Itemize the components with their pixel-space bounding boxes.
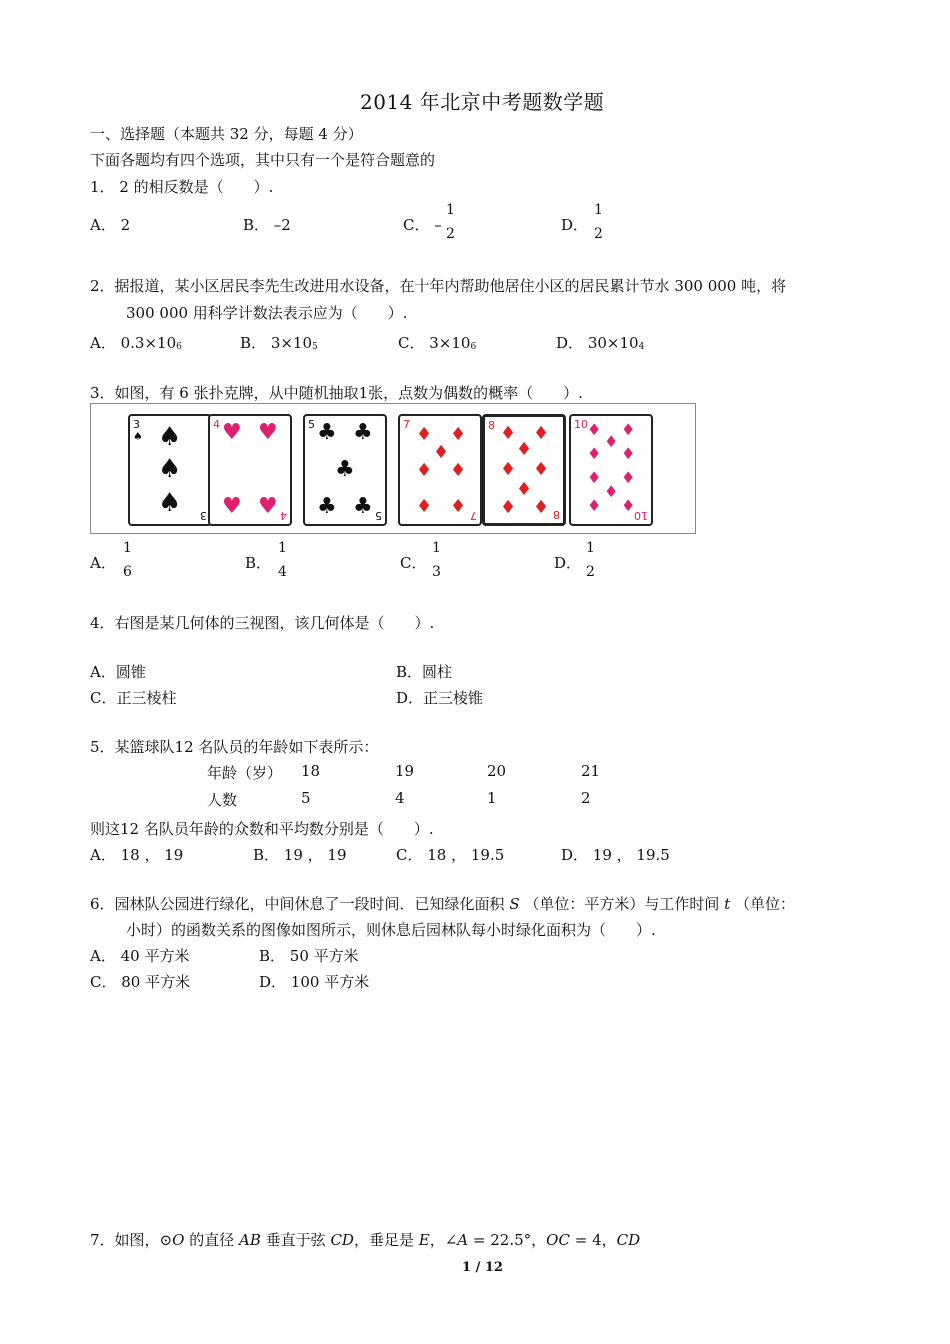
- exponent: 6: [176, 342, 182, 352]
- playing-card-4-hearts: [208, 414, 292, 526]
- text: 垂直于弦: [265, 1231, 326, 1249]
- diamond-icon: ♦: [416, 460, 433, 481]
- spade-icon: ♠: [158, 488, 182, 518]
- club-icon: ♣: [335, 457, 355, 482]
- fraction-denominator: 6: [123, 564, 132, 580]
- q3-option-d-label: D．: [554, 554, 582, 572]
- fraction-numerator: 1: [446, 202, 455, 218]
- diamond-icon: ♦: [621, 468, 636, 487]
- card-rank: 4: [280, 509, 287, 522]
- option-value: 30×10: [587, 334, 639, 352]
- card-rank: 8: [488, 419, 495, 432]
- diamond-icon: ♦: [533, 497, 550, 518]
- heart-icon: ♥: [222, 494, 242, 519]
- variable-t: t: [724, 895, 731, 913]
- card-rank: 10: [634, 509, 648, 522]
- text: = 22.5°，: [472, 1231, 547, 1249]
- diamond-icon: ♦: [500, 459, 517, 480]
- playing-card-8-diamonds: [482, 414, 566, 526]
- q6-option-d: D． 100 平方米: [259, 973, 370, 991]
- diamond-icon: ♦: [621, 444, 636, 463]
- diamond-icon: ♦: [516, 439, 533, 460]
- fraction-denominator: 4: [278, 564, 287, 580]
- option-label: A．: [90, 334, 116, 352]
- table-row-label-age: 年龄（岁）: [207, 764, 283, 782]
- club-icon: ♣: [317, 494, 337, 519]
- q4-option-b: B．圆柱: [396, 663, 453, 681]
- text: ，垂足是: [353, 1231, 414, 1249]
- q3-option-a-label: A．: [90, 554, 116, 572]
- table-row-label-count: 人数: [207, 791, 238, 809]
- q4-option-a: A．圆锥: [90, 663, 146, 681]
- fraction-denominator: 3: [432, 564, 441, 580]
- text: 的直径: [189, 1231, 235, 1249]
- card-corner-suit: ♠: [133, 430, 143, 443]
- heart-icon: ♥: [258, 494, 278, 519]
- table-cell: 18: [301, 762, 321, 780]
- diamond-icon: ♦: [533, 423, 550, 444]
- card-rank: 3: [200, 509, 207, 522]
- q2-option-b: [240, 332, 318, 353]
- diamond-icon: ♦: [621, 420, 636, 439]
- q4-stem: 4．右图是某几何体的三视图，该几何体是（ ）.: [90, 614, 435, 632]
- variable-ab: AB: [239, 1231, 261, 1249]
- heart-icon: ♥: [258, 420, 278, 445]
- q3-stem: 3．如图，有 6 张扑克牌，从中随机抽取1张，点数为偶数的概率（ ）.: [90, 384, 583, 402]
- option-value: 3×10: [270, 334, 313, 352]
- diamond-icon: ♦: [587, 496, 602, 515]
- text: （单位：: [735, 895, 796, 913]
- card-rank: 7: [403, 418, 410, 431]
- club-icon: ♣: [353, 420, 373, 445]
- q5-question: 则这12 名队员年龄的众数和平均数分别是（ ）.: [90, 820, 434, 838]
- variable-oc: OC: [546, 1231, 570, 1249]
- table-cell: 5: [301, 789, 311, 807]
- diamond-icon: ♦: [500, 423, 517, 444]
- q5-option-d: D． 19 ， 19.5: [561, 846, 670, 864]
- option-label: C．: [398, 334, 425, 352]
- q1-stem: 1． 2 的相反数是（ ）.: [90, 178, 274, 196]
- fraction-denominator: 2: [586, 564, 595, 580]
- diamond-icon: ♦: [587, 444, 602, 463]
- fraction-denominator: 2: [446, 226, 455, 242]
- card-rank: 4: [213, 418, 220, 431]
- variable-o: O: [172, 1231, 185, 1249]
- fraction-numerator: 1: [586, 540, 595, 556]
- q6-stem-line1: [90, 893, 795, 914]
- diamond-icon: ♦: [604, 482, 619, 501]
- q6-option-c: C． 80 平方米: [90, 973, 191, 991]
- club-icon: ♣: [353, 494, 373, 519]
- q5-option-c: C． 18 ， 19.5: [396, 846, 505, 864]
- diamond-icon: ♦: [416, 424, 433, 445]
- q6-option-b: B． 50 平方米: [259, 947, 359, 965]
- spade-icon: ♠: [158, 422, 182, 452]
- table-cell: 21: [581, 762, 601, 780]
- text: （单位：平方米）与工作时间: [524, 895, 720, 913]
- playing-card-7-diamonds: [398, 414, 482, 526]
- option-value: 3×10: [429, 334, 471, 352]
- diamond-icon: ♦: [587, 468, 602, 487]
- q2-option-d: [556, 332, 644, 353]
- text: ，∠: [429, 1231, 458, 1249]
- q2-stem-line2: 300 000 用科学计数法表示应为（ ）.: [126, 304, 408, 322]
- q2-option-a: [90, 332, 182, 353]
- table-cell: 4: [395, 789, 405, 807]
- card-rank: 10: [574, 418, 588, 431]
- diamond-icon: ♦: [433, 442, 450, 463]
- card-rank: 5: [308, 418, 315, 431]
- option-value: 0.3×10: [120, 334, 177, 352]
- exponent: 5: [312, 342, 318, 352]
- text: = 4，: [574, 1231, 617, 1249]
- diamond-icon: ♦: [587, 420, 602, 439]
- q2-stem-line1: 2．据报道，某小区居民李先生改进用水设备，在十年内帮助他居住小区的居民累计节水 300 000 吨，将: [90, 277, 787, 295]
- fraction-numerator: 1: [123, 540, 132, 556]
- card-rank: 5: [375, 509, 382, 522]
- text: 6．园林队公园进行绿化，中间休息了一段时间．已知绿化面积: [90, 895, 505, 913]
- variable-e: E: [418, 1231, 430, 1249]
- table-cell: 20: [487, 762, 507, 780]
- spade-icon: ♠: [158, 454, 182, 484]
- option-label: D．: [556, 334, 584, 352]
- table-cell: 1: [487, 789, 497, 807]
- q1-option-c-label: C． –: [403, 216, 442, 234]
- q2-option-c: [398, 332, 476, 353]
- fraction-numerator: 1: [432, 540, 441, 556]
- diamond-icon: ♦: [416, 496, 433, 517]
- q1-option-a: A． 2: [90, 216, 131, 234]
- fraction-numerator: 1: [278, 540, 287, 556]
- card-rank: 8: [553, 508, 560, 521]
- section-heading: 一、选择题（本题共 32 分，每题 4 分）: [90, 125, 363, 143]
- q5-option-b: B． 19 ， 19: [253, 846, 347, 864]
- q1-option-d-label: D．: [561, 216, 589, 234]
- diamond-icon: ♦: [604, 432, 619, 451]
- diamond-icon: ♦: [500, 497, 517, 518]
- diamond-icon: ♦: [450, 460, 467, 481]
- playing-card-5-clubs: [303, 414, 387, 526]
- diamond-icon: ♦: [533, 459, 550, 480]
- table-cell: 2: [581, 789, 591, 807]
- card-rank: 7: [470, 509, 477, 522]
- q5-option-a: A． 18 ， 19: [90, 846, 184, 864]
- fraction-denominator: 2: [594, 226, 603, 242]
- diamond-icon: ♦: [450, 424, 467, 445]
- club-icon: ♣: [317, 420, 337, 445]
- page-title: 2014 年北京中考题数学题: [360, 90, 605, 114]
- variable-cd: CD: [330, 1231, 354, 1249]
- diamond-icon: ♦: [621, 496, 636, 515]
- q6-option-a: A． 40 平方米: [90, 947, 190, 965]
- q5-stem: 5．某篮球队12 名队员的年龄如下表所示：: [90, 738, 379, 756]
- instruction-text: 下面各题均有四个选项，其中只有一个是符合题意的: [90, 151, 436, 169]
- diamond-icon: ♦: [516, 479, 533, 500]
- table-cell: 19: [395, 762, 415, 780]
- fraction-numerator: 1: [594, 202, 603, 218]
- q4-option-c: C．正三棱柱: [90, 689, 177, 707]
- playing-cards-figure: [90, 403, 696, 534]
- q3-option-c-label: C．: [400, 554, 427, 572]
- card-rank: 3: [133, 418, 140, 431]
- exponent: 6: [470, 342, 477, 352]
- variable-cd: CD: [616, 1231, 641, 1249]
- text: 7．如图，⊙: [90, 1231, 173, 1249]
- heart-icon: ♥: [222, 420, 242, 445]
- variable-s: S: [509, 895, 520, 913]
- q3-option-b-label: B．: [245, 554, 272, 572]
- variable-a: A: [457, 1231, 469, 1249]
- option-label: B．: [240, 334, 267, 352]
- q1-option-b: B． –2: [243, 216, 291, 234]
- page-number: 1 / 12: [462, 1260, 503, 1275]
- q4-option-d: D．正三棱锥: [396, 689, 484, 707]
- playing-card-10-diamonds: [569, 414, 653, 526]
- q7-stem: [90, 1229, 640, 1250]
- exponent: 4: [638, 342, 645, 352]
- diamond-icon: ♦: [450, 496, 467, 517]
- playing-card-3-spades: [128, 414, 212, 526]
- q6-stem-line2: 小时）的函数关系的图像如图所示，则休息后园林队每小时绿化面积为（ ）.: [126, 921, 656, 939]
